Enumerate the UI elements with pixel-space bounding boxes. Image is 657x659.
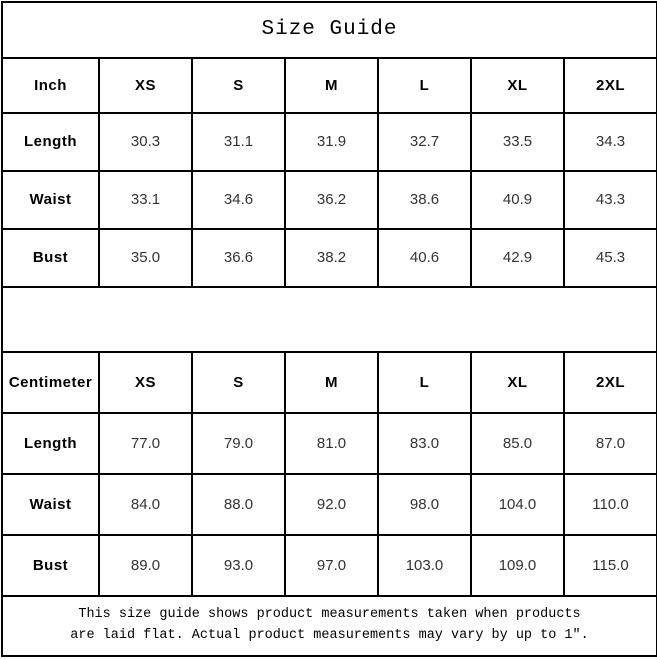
size-col-header-l: L <box>378 352 471 413</box>
measurement-cell: 110.0 <box>564 474 657 535</box>
measurement-cell: 36.6 <box>192 229 285 287</box>
table-row <box>2 474 657 535</box>
row-label-length: Length <box>2 413 99 474</box>
unit-header-inch: Inch <box>2 58 99 113</box>
measurement-cell: 34.6 <box>192 171 285 229</box>
measurement-cell: 83.0 <box>378 413 471 474</box>
measurement-cell: 33.5 <box>471 113 564 171</box>
measurement-cell: 38.6 <box>378 171 471 229</box>
measurement-cell: 97.0 <box>285 535 378 596</box>
measurement-cell: 40.6 <box>378 229 471 287</box>
size-col-header-2xl: 2XL <box>564 352 657 413</box>
measurement-cell: 31.1 <box>192 113 285 171</box>
measurement-cell: 103.0 <box>378 535 471 596</box>
measurement-cell: 33.1 <box>99 171 192 229</box>
table-row <box>2 413 657 474</box>
measurement-cell: 89.0 <box>99 535 192 596</box>
row-label-bust: Bust <box>2 535 99 596</box>
measurement-cell: 42.9 <box>471 229 564 287</box>
measurement-cell: 77.0 <box>99 413 192 474</box>
size-col-header-xl: XL <box>471 58 564 113</box>
size-col-header-m: M <box>285 58 378 113</box>
table-row <box>2 113 657 171</box>
footnote-line-1: This size guide shows product measurements taken when products <box>78 607 581 623</box>
spacer-row <box>2 287 657 352</box>
table-row <box>2 535 657 596</box>
footnote <box>2 596 657 656</box>
table-row <box>2 171 657 229</box>
measurement-cell: 109.0 <box>471 535 564 596</box>
measurement-cell: 115.0 <box>564 535 657 596</box>
measurement-cell: 30.3 <box>99 113 192 171</box>
measurement-cell: 38.2 <box>285 229 378 287</box>
measurement-cell: 93.0 <box>192 535 285 596</box>
measurement-cell: 31.9 <box>285 113 378 171</box>
measurement-cell: 43.3 <box>564 171 657 229</box>
row-label-bust: Bust <box>2 229 99 287</box>
measurement-cell: 81.0 <box>285 413 378 474</box>
measurement-cell: 34.3 <box>564 113 657 171</box>
size-col-header-xl: XL <box>471 352 564 413</box>
measurement-cell: 35.0 <box>99 229 192 287</box>
size-col-header-s: S <box>192 352 285 413</box>
row-label-waist: Waist <box>2 171 99 229</box>
measurement-cell: 36.2 <box>285 171 378 229</box>
size-col-header-xs: XS <box>99 352 192 413</box>
measurement-cell: 84.0 <box>99 474 192 535</box>
measurement-cell: 104.0 <box>471 474 564 535</box>
measurement-cell: 85.0 <box>471 413 564 474</box>
row-label-waist: Waist <box>2 474 99 535</box>
size-guide-table <box>1 1 657 657</box>
measurement-cell: 98.0 <box>378 474 471 535</box>
page-title: Size Guide <box>2 2 657 58</box>
row-label-length: Length <box>2 113 99 171</box>
measurement-cell: 92.0 <box>285 474 378 535</box>
table-row <box>2 229 657 287</box>
size-col-header-2xl: 2XL <box>564 58 657 113</box>
size-col-header-s: S <box>192 58 285 113</box>
size-col-header-m: M <box>285 352 378 413</box>
size-col-header-xs: XS <box>99 58 192 113</box>
measurement-cell: 40.9 <box>471 171 564 229</box>
footnote-line-2: are laid flat. Actual product measurements may vary by up to 1″. <box>70 627 589 643</box>
unit-header-centimeter: Centimeter <box>2 352 99 413</box>
measurement-cell: 45.3 <box>564 229 657 287</box>
measurement-cell: 32.7 <box>378 113 471 171</box>
measurement-cell: 79.0 <box>192 413 285 474</box>
measurement-cell: 87.0 <box>564 413 657 474</box>
measurement-cell: 88.0 <box>192 474 285 535</box>
size-guide-sheet <box>0 1 657 659</box>
size-col-header-l: L <box>378 58 471 113</box>
